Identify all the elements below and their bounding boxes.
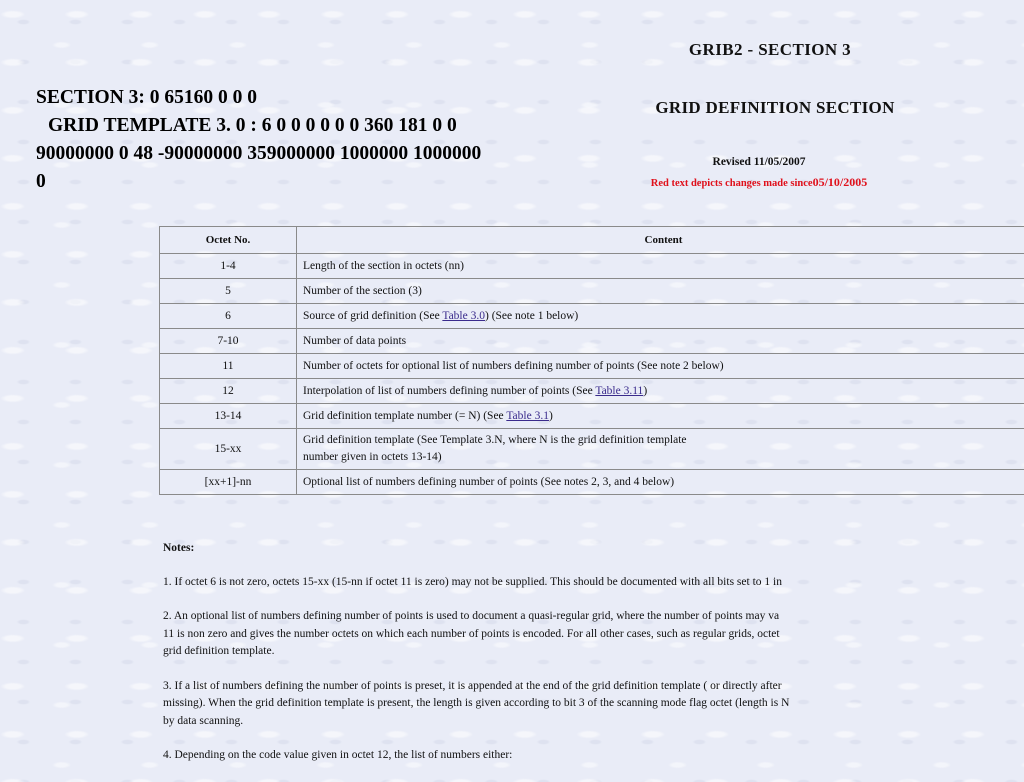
table-row [160,304,1024,329]
content-text: Grid definition template number (= N) (See [303,410,506,422]
octet-cell: [xx+1]-nn [160,470,297,495]
table-row [160,329,1024,354]
section-overlay-text [36,84,576,196]
changes-note-text: Red text depicts changes made since [651,178,813,189]
content-text: ) (See note 1 below) [485,310,578,322]
column-header-octet: Octet No. [160,227,297,254]
table-row [160,254,1024,279]
content-cell: Number of octets for optional list of numbers defining number of points (See note 2 below) [297,354,1024,379]
table-header-row [160,227,1024,254]
content-line: Grid definition template (See Template 3.N, where N is the grid definition template [303,432,1024,449]
octet-cell: 5 [160,279,297,304]
content-cell: Length of the section in octets (nn) [297,254,1024,279]
changes-note-date: 05/10/2005 [813,175,868,189]
note-4: 4. Depending on the code value given in octet 12, the list of numbers either: [163,747,1024,765]
content-text: ) [549,410,553,422]
octet-cell: 11 [160,354,297,379]
octet-table [159,226,1024,495]
page-subtitle: GRID DEFINITION SECTION [560,98,990,118]
content-cell: Number of the section (3) [297,279,1024,304]
octet-cell: 1-4 [160,254,297,279]
octet-cell: 6 [160,304,297,329]
revised-date: Revised 11/05/2007 [600,156,918,168]
table-3-0-link[interactable]: Table 3.0 [442,310,485,322]
content-cell [297,404,1024,429]
table-row [160,379,1024,404]
content-cell [297,304,1024,329]
content-text: Source of grid definition (See [303,310,442,322]
octet-cell: 13-14 [160,404,297,429]
note-line: grid definition template. [163,643,1024,661]
content-cell: Optional list of numbers defining number of points (See notes 2, 3, and 4 below) [297,470,1024,495]
table-row [160,470,1024,495]
notes-title: Notes: [163,540,1024,558]
note-line: missing). When the grid definition template is present, the length is given according to bit 3 of the scanning mode flag octet (length is N [163,695,1024,713]
table-3-1-link[interactable]: Table 3.1 [506,410,549,422]
changes-note [560,175,958,190]
table-row [160,404,1024,429]
note-3 [163,678,1024,731]
overlay-line-3: 90000000 0 48 -90000000 359000000 1000000 1000000 [36,140,576,168]
content-cell [297,429,1024,470]
octet-cell: 7-10 [160,329,297,354]
overlay-line-2: GRID TEMPLATE 3. 0 : 6 0 0 0 0 0 0 360 181 0 0 [36,112,576,140]
note-line: by data scanning. [163,713,1024,731]
content-text: Interpolation of list of numbers defining number of points (See [303,385,595,397]
column-header-content: Content [297,227,1024,254]
note-line: 11 is non zero and gives the number octets on which each number of points is encoded. For all other cases, such as regular grids, octet [163,626,1024,644]
overlay-line-4: 0 [36,168,576,196]
content-text: ) [643,385,647,397]
page-title: GRIB2 - SECTION 3 [560,40,980,60]
table-row [160,354,1024,379]
overlay-line-1: SECTION 3: 0 65160 0 0 0 [36,84,576,112]
content-cell: Number of data points [297,329,1024,354]
note-1: 1. If octet 6 is not zero, octets 15-xx (15-nn if octet 11 is zero) may not be supplied. This should be documented with all bits set to 1 in [163,574,1024,592]
note-line: 3. If a list of numbers defining the number of points is preset, it is appended at the end of the grid definition template ( or directly after [163,678,1024,696]
table-row [160,429,1024,470]
note-line: 2. An optional list of numbers defining number of points is used to document a quasi-regular grid, where the number of points may va [163,608,1024,626]
table-row [160,279,1024,304]
content-cell [297,379,1024,404]
notes-section [163,540,1024,782]
content-line: number given in octets 13-14) [303,449,1024,466]
note-2 [163,608,1024,661]
octet-cell: 15-xx [160,429,297,470]
octet-cell: 12 [160,379,297,404]
table-3-11-link[interactable]: Table 3.11 [595,385,643,397]
